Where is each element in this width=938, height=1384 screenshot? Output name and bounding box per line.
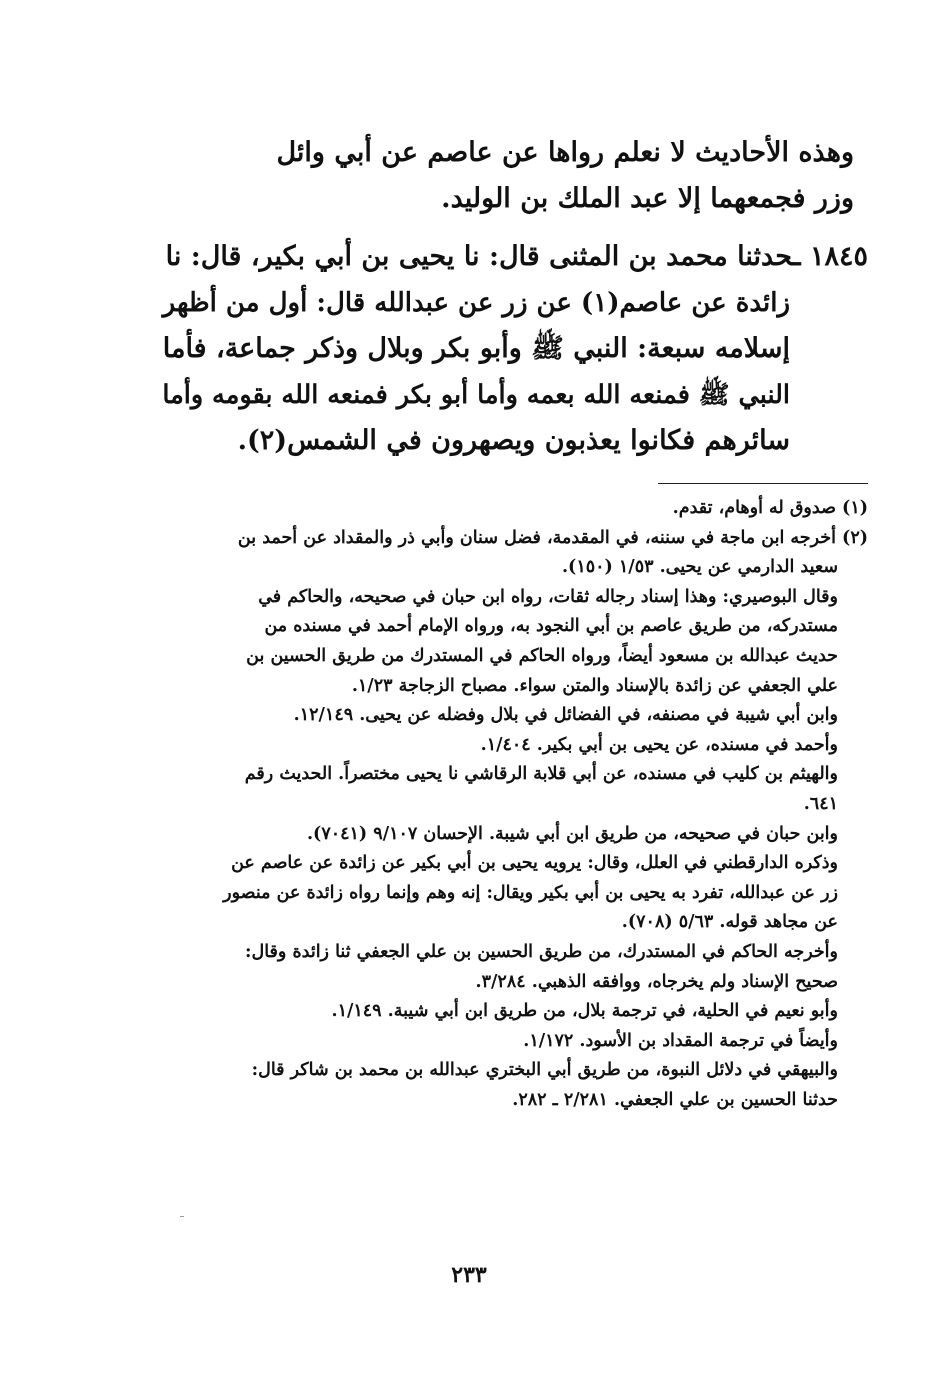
footnote-line: حديث عبدالله بن مسعود أيضاً، ورواه الحاكم في المستدرك من طريق الحسين بن bbox=[246, 645, 838, 666]
footnote-line: زر عن عبدالله، تفرد به يحيى بن أبي بكير ويقال: إنه وهم وإنما رواه زائدة عن منصور bbox=[223, 882, 838, 903]
footnote-line: وقال البوصيري: وهذا إسناد رجاله ثقات، رواه ابن حبان في صحيحه، والحاكم في bbox=[258, 586, 838, 607]
footnote-line: علي الجعفي عن زائدة بالإسناد والمتن سواء. مصباح الزجاجة ١/٢٣. bbox=[351, 675, 838, 696]
hadith-line: النبي ﷺ فمنعه الله بعمه وأما أبو بكر فمنعه الله بقومه وأما bbox=[162, 380, 790, 410]
hadith-first-line-text: حدثنا محمد بن المثنى قال: نا يحيى بن أبي بكير، قال: نا bbox=[165, 241, 793, 272]
footnote-1: (١) صدوق له أوهام، تقدم. bbox=[672, 498, 868, 518]
footnote-line: حدثنا الحسين بن علي الجعفي. ٢/٢٨١ ـ ٢٨٢. bbox=[512, 1089, 838, 1110]
hadith-line: زائدة عن عاصم(١) عن زر عن عبدالله قال: أول من أظهر bbox=[162, 288, 790, 318]
intro-line: وهذه الأحاديث لا نعلم رواها عن عاصم عن أبي وائل bbox=[276, 137, 854, 168]
hadith-first-line bbox=[156, 234, 868, 280]
footnote-line: والهيثم بن كليب في مسنده، عن أبي قلابة الرقاشي نا يحيى مختصراً. الحديث رقم bbox=[244, 764, 838, 785]
footnote-line: ٦٤١. bbox=[803, 793, 838, 814]
footnote-line: وأبو نعيم في الحلية، في ترجمة بلال، من طريق ابن أبي شيبة. ١/١٤٩. bbox=[331, 1001, 838, 1022]
hadith-line: سائرهم فكانوا يعذبون ويصهرون في الشمس(٢). bbox=[237, 425, 790, 456]
footnote-line: عن مجاهد قوله. ٥/٦٣ (٧٠٨). bbox=[621, 912, 838, 933]
footnote-line: وابن حبان في صحيحه، من طريق ابن أبي شيبة. الإحسان ٩/١٠٧ (٧٠٤١). bbox=[306, 823, 838, 844]
footnote-line: وأحمد في مسنده، عن يحيى بن أبي بكير. ١/٤٠٤. bbox=[480, 734, 838, 755]
footnote-line: سعيد الدارمي عن يحيى. ١/٥٣ (١٥٠). bbox=[561, 557, 838, 578]
footnote-line: وابن أبي شيبة في مصنفه، في الفضائل في بلال وفضله عن يحيى. ١٢/١٤٩. bbox=[293, 705, 838, 726]
footnotes bbox=[156, 494, 868, 1115]
hadith-number: ١٨٤٥ ـ bbox=[792, 241, 868, 272]
footnote-line: وأخرجه الحاكم في المستدرك، من طريق الحسين بن علي الجعفي ثنا زائدة وقال: bbox=[245, 941, 838, 962]
footnote-separator bbox=[658, 483, 868, 484]
footnote-line: والبيهقي في دلائل النبوة، من طريق أبي البختري عبدالله بن محمد بن شاكر قال: bbox=[251, 1060, 838, 1081]
footnote-line: مستدركه، من طريق عاصم بن أبي النجود به، ورواه الإمام أحمد في مسنده من bbox=[264, 616, 838, 637]
hadith-line: إسلامه سبعة: النبي ﷺ وأبو بكر وبلال وذكر جماعة، فأما bbox=[162, 333, 790, 364]
footnote-line: صحيح الإسناد ولم يخرجاه، ووافقه الذهبي. ٣/٢٨٤. bbox=[475, 971, 838, 992]
intro-line: وزر فجمعهما إلا عبد الملك بن الوليد. bbox=[441, 183, 854, 214]
page-number: ٢٣٣ bbox=[451, 1262, 487, 1288]
scan-mark bbox=[180, 1216, 184, 1217]
footnote-line: وذكره الدارقطني في العلل، وقال: يرويه يحيى بن أبي بكير عن زائدة عن عاصم عن bbox=[231, 853, 838, 874]
footnote-line: وأيضاً في ترجمة المقداد بن الأسود. ١/١٧٢. bbox=[523, 1030, 838, 1051]
footnote-2: (٢) أخرجه ابن ماجة في سننه، في المقدمة، فضل سنان وأبي ذر والمقداد عن أحمد بن bbox=[237, 527, 868, 548]
main-text bbox=[156, 130, 868, 464]
